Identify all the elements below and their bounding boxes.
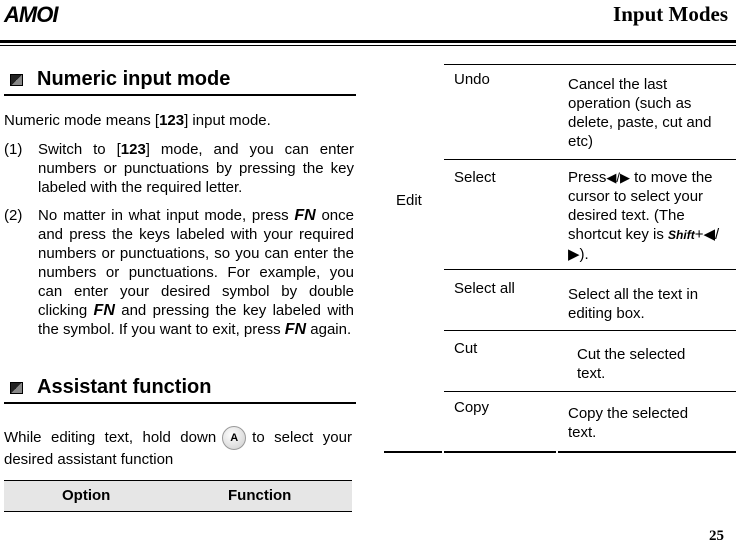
header-rule-thin	[0, 45, 736, 46]
edit-table-bottom-rule-3	[558, 451, 736, 453]
item-1-bold: 123	[120, 141, 146, 158]
intro-pre: Numeric mode means [	[4, 112, 160, 129]
edit-table-top-rule	[444, 64, 736, 65]
assistant-text-a: While editing text, hold down	[4, 428, 217, 446]
numeric-heading	[10, 68, 230, 91]
option-select-all: Select all	[454, 280, 515, 297]
option-cut: Cut	[454, 340, 478, 357]
item-2-b: once and press the keys labeled with your required numbers or punctuations, so you can enter the numbers or punctuations. For example, you can enter your desired symbol by double clicking	[38, 207, 354, 319]
row-divider	[444, 391, 736, 392]
row-divider	[444, 330, 736, 331]
item-1-number: (1)	[4, 141, 23, 158]
select-text-b: to move the cursor to select your desired text. (The shortcut key is	[568, 169, 713, 243]
edit-table-bottom-rule-1	[384, 451, 442, 453]
function-undo: Cancel the last operation (such as delete, paste, cut and etc)	[568, 76, 712, 150]
assistant-heading	[10, 376, 211, 399]
function-copy: Copy the selected text.	[568, 405, 689, 441]
row-divider	[444, 269, 736, 270]
amoi-logo: AMOI	[4, 2, 58, 27]
item-2-c: and pressing the key labeled with the symbol. If you want to exit, press	[38, 302, 354, 338]
assistant-text	[4, 426, 352, 469]
page-number: 25	[709, 528, 724, 544]
select-text-a: Press	[568, 169, 607, 186]
fn-key-icon: FN	[93, 302, 115, 319]
option-undo: Undo	[454, 71, 490, 88]
item-1-post: ] mode, and you can enter numbers or punctuations by pressing the key labeled with the required letter.	[38, 141, 354, 196]
square-bullet-icon	[10, 74, 23, 86]
shift-key-icon: Shift	[668, 228, 695, 242]
assistant-heading-text: Assistant function	[37, 376, 212, 398]
function-cut: Cut the selected text.	[577, 346, 686, 382]
item-2-d: again.	[310, 321, 352, 338]
assistant-text-b: to select your desired assistant function	[4, 428, 352, 468]
header-rule	[0, 40, 736, 43]
edit-group-label: Edit	[396, 192, 422, 209]
function-select	[568, 168, 724, 264]
function-select-all: Select all the text in editing box.	[568, 286, 699, 322]
options-table-header	[4, 480, 352, 512]
assistant-heading-rule	[4, 402, 356, 404]
numeric-heading-rule	[4, 94, 356, 96]
item-1-pre: Switch to [	[38, 141, 121, 158]
select-text-c: +◀/▶).	[568, 226, 720, 263]
numeric-heading-text: Numeric input mode	[37, 68, 231, 90]
assistant-key-icon: A	[222, 426, 246, 450]
col-option-header: Option	[62, 487, 111, 504]
square-bullet-icon	[10, 382, 23, 394]
fn-key-icon: FN	[294, 207, 316, 224]
edit-table-bottom-rule-2	[444, 451, 556, 453]
numeric-item-1	[4, 140, 356, 200]
numeric-item-2	[4, 206, 356, 356]
option-copy: Copy	[454, 399, 490, 416]
option-select: Select	[454, 169, 496, 186]
fn-key-icon: FN	[284, 321, 307, 338]
row-divider	[444, 159, 736, 160]
item-1-text	[38, 140, 354, 197]
arrow-left-right-icon: ◀/▶	[606, 170, 630, 185]
page-title: Input Modes	[613, 2, 728, 26]
numeric-intro	[4, 111, 271, 130]
item-2-a: No matter in what input mode, press	[38, 207, 289, 224]
item-2-number: (2)	[4, 207, 23, 224]
intro-post: ] input mode.	[184, 112, 271, 129]
item-2-text	[38, 206, 354, 339]
col-function-header: Function	[228, 487, 292, 504]
intro-bold: 123	[159, 112, 185, 129]
